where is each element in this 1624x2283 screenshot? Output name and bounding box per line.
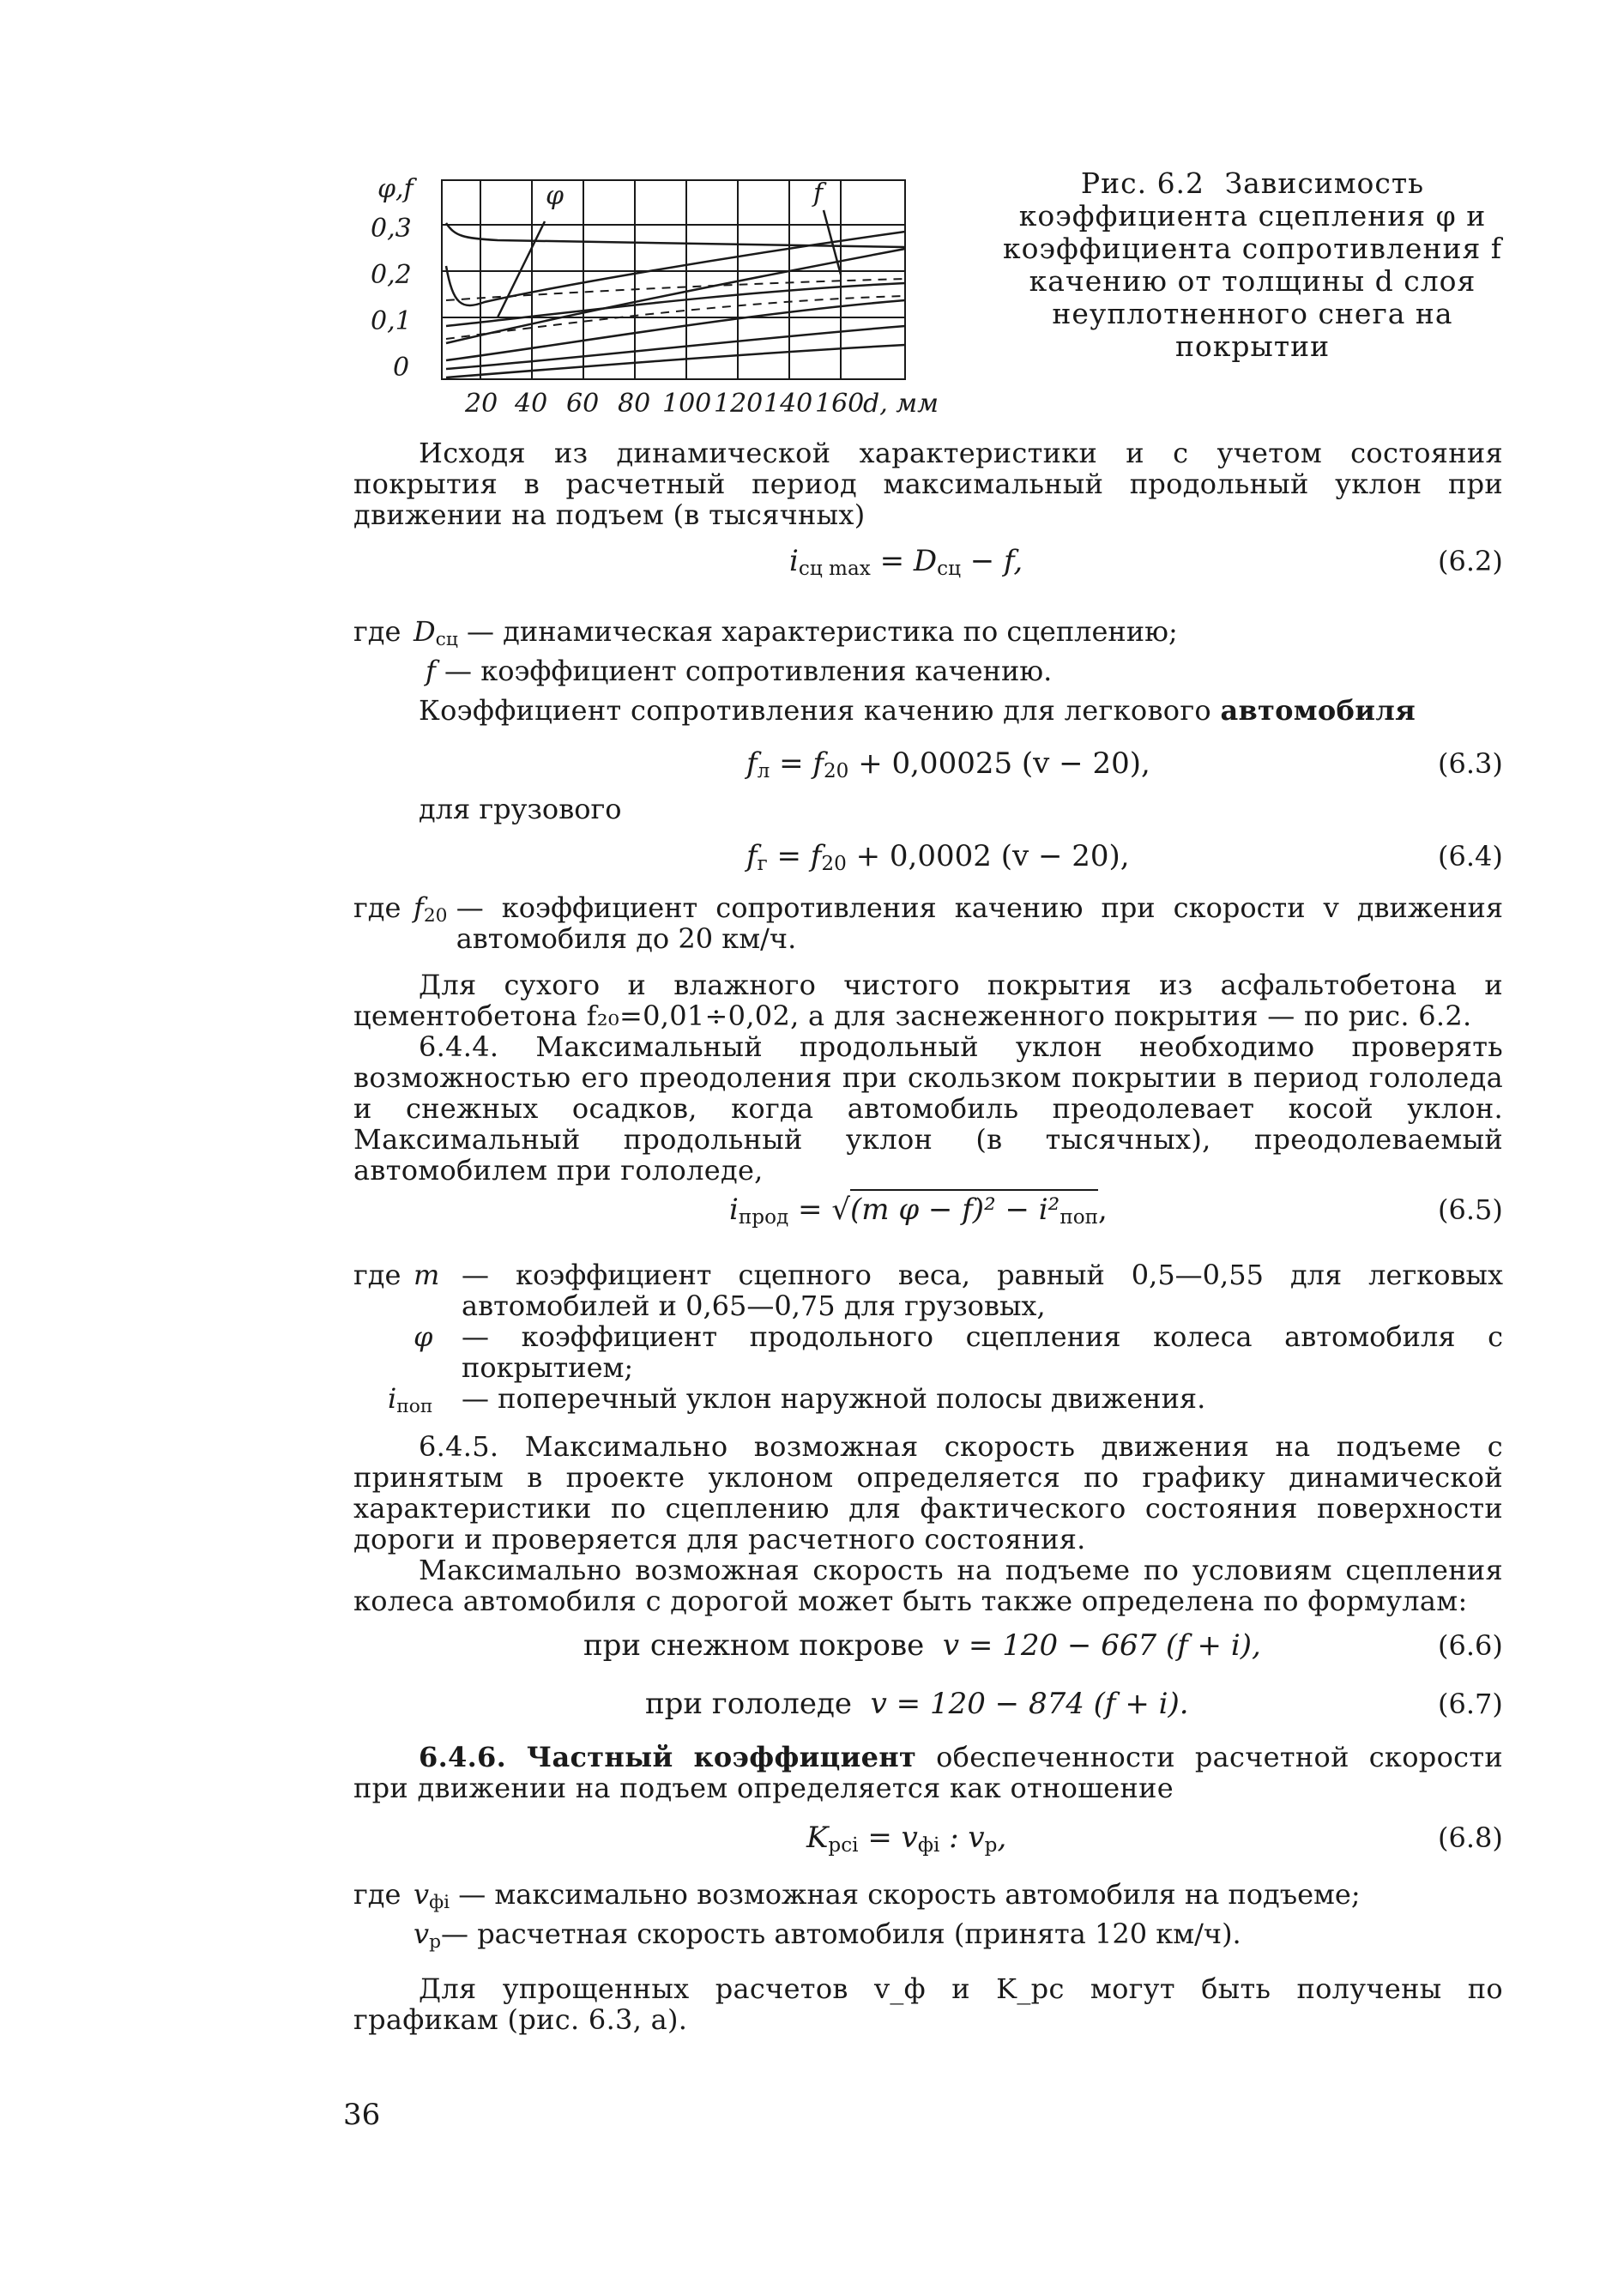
y-axis-label: φ,f <box>377 174 414 204</box>
paragraph-6-4-6: 6.4.6. Частный коэффициент обеспеченности расчетной скорости при движении на подъем определяется как отношение <box>353 1741 1503 1804</box>
f-curve-4 <box>446 326 905 369</box>
equation-number-6-2: (6.2) <box>1438 545 1503 577</box>
phi-leader <box>498 221 545 317</box>
paragraph-6-4-4: 6.4.4. Максимальный продольный уклон необходимо проверять возможностью его преодоления при скользком покрытии в период гололеда и снежных осадков, когда автомобиль преодолевает косой уклон. Максимальный продольный уклон (в тысячных), преодолеваемый автомобилем при гололеде, <box>353 1030 1503 1187</box>
formula-6-4: $f_г = f_{20} + 0,0002$ (v − 20), <box>746 839 1130 875</box>
paragraph-for-truck: для грузового <box>419 793 622 825</box>
x-tick-60: 60 <box>566 389 600 419</box>
figure-caption <box>987 167 1518 363</box>
formula-6-5: $i_{прод} = √(m$ $\varphi - f)^2 - i^2_{поп}$, <box>729 1193 1108 1235</box>
where-block-3: где m — коэффициент сцепного веса, равный 0,5—0,55 для легковых автомобилей и 0,65—0,75 для грузовых, φ — коэффициент продольного сцепления колеса автомобиля с покрытием; $i_{поп}$ — поперечный уклон наружной полосы движения. <box>353 1259 1503 1417</box>
equation-number-6-3: (6.3) <box>1438 747 1503 780</box>
formula-6-6: при снежном покрове v = 120 − 667 (f + i), <box>583 1628 1261 1663</box>
curves <box>446 210 905 377</box>
paragraph-rolling-resistance: Коэффициент сопротивления качению для легкового автомобиля <box>419 694 1416 727</box>
x-tick-40: 40 <box>515 389 548 419</box>
paragraph-6-4-5: 6.4.5. Максимально возможная скорость движения на подъеме с принятым в проекте уклоном определяется по графику динамической характеристики по сцеплению для фактического состояния поверхности дороги и проверяется для расчетного состояния. <box>353 1430 1503 1555</box>
y-tick-0-3: 0,3 <box>371 214 412 244</box>
equation-number-6-7: (6.7) <box>1438 1688 1503 1720</box>
where-block-4: где $v_{фi}$ — максимально возможная скорость автомобиля на подъеме; $v_р$ — расчетная скорость автомобиля (принята 120 км/ч). <box>353 1878 1361 1953</box>
paragraph-max-speed-formulas: Максимально возможная скорость на подъеме по условиям сцепления колеса автомобиля с дорогой может быть также определена по формулам: <box>353 1554 1503 1617</box>
x-tick-20: 20 <box>465 389 498 419</box>
f-curve-label: f <box>813 178 824 208</box>
figure-caption-text: Зависимость коэффициента сцепления φ и коэффициента сопротивления f качению от толщины d слоя неуплотненного снега на покрытии <box>1003 166 1502 363</box>
phi-curve-label: φ <box>546 181 564 211</box>
paragraph-simplified-calc: Для упрощенных расчетов v_ф и K_рс могут быть получены по графикам (рис. 6.3, а). <box>353 1972 1503 2036</box>
x-tick-140: 140 <box>764 389 813 419</box>
formula-6-7: при гололеде v = 120 − 874 (f + i). <box>645 1687 1189 1721</box>
y-tick-0: 0 <box>393 353 410 383</box>
equation-number-6-5: (6.5) <box>1438 1193 1503 1226</box>
where-block-2: где $f_{20}$ — коэффициент сопротивления качению при скорости v движения автомобиля до 20 км/ч. <box>353 891 1503 955</box>
x-ticks <box>464 389 939 419</box>
x-tick-160: 160 <box>815 389 865 419</box>
paragraph-dynamic-characteristic: Исходя из динамической характеристики и с учетом состояния покрытия в расчетный период максимальный продольный уклон при движении на подъем (в тысячных) <box>353 437 1503 531</box>
x-tick-120: 120 <box>714 389 764 419</box>
figure-number: Рис. 6.2 <box>1080 166 1205 200</box>
x-tick-100: 100 <box>662 389 712 419</box>
x-axis-label: d, мм <box>863 389 939 419</box>
phi-curve-1 <box>446 223 905 247</box>
f-curve-1 <box>446 283 905 326</box>
paragraph-dry-surface: Для сухого и влажного чистого покрытия из асфальтобетона и цементобетона f₂₀=0,01÷0,02, а для заснеженного покрытия — по рис. 6.2. <box>353 969 1503 1032</box>
page-number: 36 <box>343 2098 381 2132</box>
figure-6-2 <box>360 163 939 420</box>
formula-6-3: $f_л = f_{20} + 0,00025$ (v − 20), <box>746 746 1150 782</box>
formula-6-2: $i_{сц max} = D_{сц} - f$, <box>789 544 1023 580</box>
y-tick-0-1: 0,1 <box>371 306 412 336</box>
equation-number-6-8: (6.8) <box>1438 1821 1503 1854</box>
equation-number-6-6: (6.6) <box>1438 1629 1503 1662</box>
figure-chart <box>360 163 939 420</box>
equation-number-6-4: (6.4) <box>1438 840 1503 873</box>
where-block-1: где $D_{сц}$ — динамическая характеристика по сцеплению; f — коэффициент сопротивления качению. <box>353 615 1178 687</box>
x-tick-80: 80 <box>618 389 651 419</box>
y-tick-0-2: 0,2 <box>371 260 412 290</box>
formula-6-8: $K_{рсi} = v_{фi}$ : $v_р$, <box>806 1821 1007 1857</box>
